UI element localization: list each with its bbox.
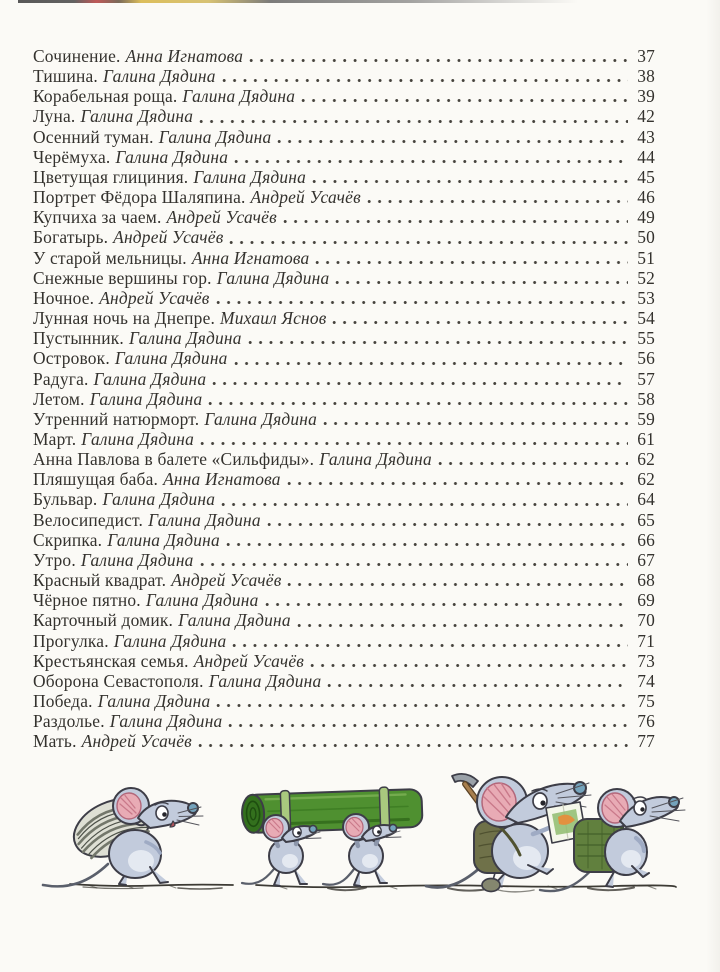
toc-entry — [33, 167, 655, 187]
entry-page-number: 66 — [637, 529, 655, 550]
entry-page-number: 75 — [637, 691, 655, 711]
entry-title: Купчиха за чаем. — [33, 207, 162, 228]
entry-title: Красный квадрат. — [33, 570, 167, 591]
page-edge-shade — [706, 0, 720, 972]
dot-leader — [226, 542, 628, 547]
entry-title: Раздолье. — [33, 711, 105, 732]
toc-entry — [33, 731, 655, 751]
entry-page-number: 56 — [637, 348, 655, 369]
toc-entry — [33, 369, 655, 389]
toc-entry — [33, 429, 655, 449]
entry-title: Велосипедист. — [33, 509, 144, 530]
entry-title: Луна. — [33, 106, 76, 127]
table-of-contents — [33, 46, 655, 751]
entry-author: Андрей Усачёв — [166, 207, 277, 228]
toc-entry — [33, 207, 655, 227]
entry-title: Прогулка. — [33, 630, 109, 651]
dot-leader — [265, 602, 628, 607]
entry-author: Андрей Усачёв — [99, 287, 210, 308]
toc-entry — [33, 46, 655, 66]
toc-entry — [33, 550, 655, 570]
toc-entry — [33, 469, 655, 489]
dot-leader — [267, 522, 628, 527]
entry-title: Снежные вершины гор. — [33, 267, 212, 288]
entry-author: Галина Дядина — [128, 328, 242, 349]
toc-entry — [33, 449, 655, 469]
entry-title: Пляшущая баба. — [33, 469, 159, 490]
toc-entry — [33, 86, 655, 106]
entry-author: Галина Дядина — [114, 348, 228, 369]
entry-page-number: 49 — [637, 207, 655, 228]
entry-title: Карточный домик. — [33, 610, 174, 631]
entry-page-number: 37 — [637, 46, 655, 66]
entry-page-number: 65 — [637, 509, 655, 530]
dot-leader — [332, 320, 628, 325]
entry-page-number: 77 — [637, 731, 655, 752]
toc-entry — [33, 308, 655, 328]
entry-author: Галина Дядина — [208, 670, 322, 691]
toc-entry — [33, 66, 655, 86]
dot-leader — [367, 199, 628, 204]
mice-hiking-illustration — [28, 764, 688, 909]
dot-leader — [234, 361, 628, 366]
entry-author: Галина Дядина — [145, 590, 259, 611]
entry-page-number: 73 — [637, 650, 655, 671]
entry-title: Победа. — [33, 691, 93, 711]
entry-page-number: 62 — [637, 469, 655, 490]
entry-title: Богатырь. — [33, 227, 109, 248]
dot-leader — [283, 219, 628, 224]
entry-page-number: 55 — [637, 328, 655, 349]
entry-author: Анна Игнатова — [125, 46, 244, 66]
entry-title: Утро. — [33, 549, 76, 570]
dot-leader — [335, 280, 628, 285]
entry-author: Галина Дядина — [178, 610, 291, 631]
dot-leader — [199, 119, 628, 124]
dot-leader — [248, 340, 628, 345]
entry-page-number: 45 — [637, 166, 655, 187]
entry-title: Крестьянская семья. — [33, 650, 189, 671]
entry-author: Андрей Усачёв — [193, 650, 305, 671]
mouse-with-rope-bundle — [43, 788, 203, 886]
toc-entry — [33, 106, 655, 126]
entry-page-number: 46 — [637, 187, 655, 208]
entry-page-number: 71 — [637, 630, 655, 651]
entry-page-number: 62 — [637, 449, 655, 470]
dot-leader — [229, 240, 628, 245]
entry-author: Галина Дядина — [81, 428, 194, 449]
entry-title: Сочинение. — [33, 46, 121, 66]
toc-entry — [33, 610, 655, 630]
dot-leader — [198, 743, 628, 748]
dot-leader — [315, 260, 628, 265]
entry-author: Андрей Усачёв — [171, 570, 282, 591]
entry-author: Галина Дядина — [97, 691, 211, 711]
toc-entry — [33, 510, 655, 530]
dot-leader — [297, 623, 628, 628]
entry-author: Галина Дядина — [158, 126, 272, 147]
entry-page-number: 58 — [637, 388, 655, 409]
dot-leader — [216, 703, 628, 708]
entry-author: Андрей Усачёв — [250, 187, 361, 208]
dot-leader — [228, 723, 628, 728]
entry-page-number: 74 — [637, 670, 655, 691]
entry-title: Корабельная роща. — [33, 86, 178, 107]
dot-leader — [216, 300, 628, 305]
dot-leader — [200, 562, 628, 567]
dot-leader — [212, 381, 628, 386]
entry-author: Галина Дядина — [319, 449, 432, 470]
dot-leader — [221, 502, 628, 507]
toc-entry — [33, 268, 655, 288]
entry-page-number: 51 — [637, 247, 655, 268]
entry-title: Черёмуха. — [33, 146, 111, 167]
ground-line — [70, 884, 676, 892]
toc-entry — [33, 691, 655, 711]
toc-entry — [33, 489, 655, 509]
entry-title: Скрипка. — [33, 529, 103, 550]
entry-title: Ночное. — [33, 287, 95, 308]
entry-author: Галина Дядина — [80, 106, 194, 127]
entry-author: Анна Игнатова — [163, 469, 281, 490]
entry-page-number: 61 — [637, 428, 655, 449]
toc-entry — [33, 711, 655, 731]
dot-leader — [310, 663, 628, 668]
toc-entry — [33, 651, 655, 671]
entry-author: Галина Дядина — [148, 509, 261, 530]
entry-title: Чёрное пятно. — [33, 590, 141, 611]
toc-entry — [33, 227, 655, 247]
entry-author: Галина Дядина — [89, 388, 203, 409]
dot-leader — [438, 461, 628, 466]
entry-author: Галина Дядина — [182, 86, 296, 107]
dot-leader — [287, 582, 628, 587]
toc-entry — [33, 187, 655, 207]
entry-author: Галина Дядина — [113, 630, 227, 651]
toc-entry — [33, 328, 655, 348]
entry-title: Летом. — [33, 388, 85, 409]
entry-author: Галина Дядина — [102, 489, 216, 510]
toc-entry — [33, 590, 655, 610]
entry-title: Оборона Севастополя. — [33, 670, 204, 691]
entry-page-number: 43 — [637, 126, 655, 147]
toc-entry — [33, 147, 655, 167]
toc-entry — [33, 248, 655, 268]
entry-page-number: 53 — [637, 287, 655, 308]
entry-title: Островок. — [33, 348, 110, 369]
dot-leader — [234, 159, 628, 164]
dot-leader — [277, 139, 628, 144]
entry-page-number: 64 — [637, 489, 655, 510]
toc-entry — [33, 127, 655, 147]
entry-page-number: 68 — [637, 570, 655, 591]
entry-author: Галина Дядина — [204, 408, 317, 429]
entry-page-number: 67 — [637, 549, 655, 570]
entry-title: Тишина. — [33, 66, 98, 87]
entry-title: У старой мельницы. — [33, 247, 187, 268]
entry-title: Лунная ночь на Днепре. — [33, 308, 216, 329]
entry-page-number: 57 — [637, 368, 655, 389]
dot-leader — [232, 643, 628, 648]
entry-title: Цветущая глициния. — [33, 166, 189, 187]
toc-entry — [33, 570, 655, 590]
entry-title: Пустынник. — [33, 328, 124, 349]
toc-entry — [33, 530, 655, 550]
entry-page-number: 39 — [637, 86, 655, 107]
entry-title: Радуга. — [33, 368, 89, 389]
toc-entry — [33, 288, 655, 308]
entry-author: Галина Дядина — [80, 549, 194, 570]
dot-leader — [327, 683, 628, 688]
entry-title: Утренний натюрморт. — [33, 408, 200, 429]
entry-title: Осенний туман. — [33, 126, 154, 147]
entry-page-number: 50 — [637, 227, 655, 248]
scan-edge-artifact — [18, 0, 578, 3]
entry-page-number: 76 — [637, 711, 655, 732]
entry-title: Портрет Фёдора Шаляпина. — [33, 187, 246, 208]
dot-leader — [287, 481, 628, 486]
entry-page-number: 52 — [637, 267, 655, 288]
toc-entry — [33, 671, 655, 691]
entry-page-number: 44 — [637, 146, 655, 167]
entry-page-number: 42 — [637, 106, 655, 127]
toc-entry — [33, 348, 655, 368]
entry-author: Галина Дядина — [109, 711, 223, 732]
entry-author: Михаил Яснов — [220, 308, 327, 329]
toc-entry — [33, 631, 655, 651]
entry-author: Галина Дядина — [93, 368, 207, 389]
entry-author: Галина Дядина — [102, 66, 216, 87]
dot-leader — [249, 58, 628, 63]
dot-leader — [323, 421, 628, 426]
dot-leader — [312, 179, 628, 184]
dot-leader — [200, 441, 628, 446]
entry-author: Галина Дядина — [216, 267, 330, 288]
entry-author: Анна Игнатова — [191, 247, 310, 268]
mice-carrying-mat — [241, 786, 422, 886]
entry-title: Анна Павлова в балете «Сильфиды». — [33, 449, 315, 470]
entry-title: Мать. — [33, 731, 77, 752]
toc-entry — [33, 389, 655, 409]
dot-leader — [301, 98, 628, 103]
entry-page-number: 59 — [637, 408, 655, 429]
entry-author: Галина Дядина — [107, 529, 220, 550]
entry-author: Галина Дядина — [115, 146, 229, 167]
entry-author: Галина Дядина — [193, 166, 306, 187]
entry-title: Март. — [33, 428, 77, 449]
mouse-leader-with-map — [426, 774, 591, 892]
toc-entry — [33, 409, 655, 429]
entry-page-number: 70 — [637, 610, 655, 631]
entry-page-number: 38 — [637, 66, 655, 87]
entry-page-number: 54 — [637, 308, 655, 329]
entry-page-number: 69 — [637, 590, 655, 611]
dot-leader — [222, 78, 628, 83]
entry-author: Андрей Усачёв — [113, 227, 224, 248]
dot-leader — [208, 401, 628, 406]
entry-title: Бульвар. — [33, 489, 98, 510]
entry-author: Андрей Усачёв — [81, 731, 192, 752]
